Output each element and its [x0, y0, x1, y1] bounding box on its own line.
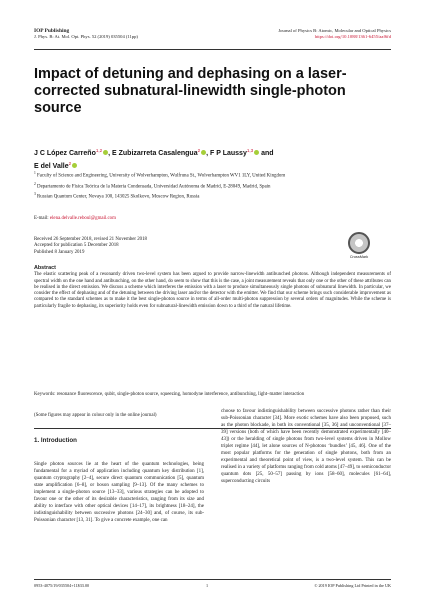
author-sup: 2 — [68, 160, 72, 166]
footer-copyright: © 2019 IOP Publishing Ltd Printed in the UK — [314, 583, 391, 588]
orcid-icon[interactable] — [201, 150, 206, 155]
publication-dates — [34, 237, 147, 256]
intro-column-left: Single photon sources lie at the heart of the quantum technologies, being fundamental for a myriad of application including quantum key distribution [1], quantum cryptography [2–4], secure direct quantum communication [5], quantum state amplification [6–8], or boson sampling [9–13]. Of the many schemes to implement a single-photon source [13–33], various strategies can be adopted to favour one or the other of its desirable characteristics, ranging from its size and ability to interface with other optical devices [14–17], its brightness [18–24], the indistinguishability between successive photons [24–30] and, of course, its sub-Poissonian character [13, 31]. To give a concrete example, one can — [34, 462, 204, 523]
keywords — [34, 392, 391, 398]
header-left — [34, 28, 138, 40]
publisher-name: IOP Publishing — [34, 28, 70, 34]
author-sup: 1,3 — [246, 148, 254, 153]
citation: J. Phys. B: At. Mol. Opt. Phys. 52 (2019) 035504 (11pp) — [34, 34, 138, 39]
author-sup: 1,2 — [95, 148, 103, 153]
author-connector: and — [261, 150, 274, 157]
orcid-icon[interactable] — [254, 150, 259, 155]
paper-title: Impact of detuning and dephasing on a laser-corrected subnatural-linewidth single-photon source — [34, 66, 347, 116]
email-label: E-mail: — [34, 216, 49, 221]
author-name: J C López Carreño — [34, 150, 96, 157]
date-line: Accepted for publication 5 December 2018 — [34, 243, 119, 249]
author-name: E Zubizarreta Casalengua — [112, 150, 198, 157]
crossmark-label: CrossMark — [349, 255, 369, 259]
affiliation: $^1$ Faculty of Science and Engineering, University of Wolverhampton, Wulfruna St., Wolverhampton WV1 1LY, United Kingdom — [34, 171, 286, 179]
date-line: Published 8 January 2019 — [34, 249, 85, 255]
orcid-icon[interactable] — [72, 163, 77, 168]
section-heading: 1. Introduction — [34, 437, 77, 444]
date-line: Received 26 September 2018, revised 21 November 2018 — [34, 237, 147, 242]
affiliation: $^2$ Departamento de Física Teórica de la Materia Condensada, Universidad Autónoma de Madrid, E-28049, Madrid, Spain — [34, 181, 271, 190]
keywords-text: resonance fluorescence, qubit, single-photon source, squeezing, homodyne interference, antibunching, light–matter interaction — [56, 392, 305, 397]
colour-note: (Some figures may appear in colour only in the online journal) — [34, 413, 157, 418]
header-divider — [34, 49, 391, 50]
doi-link[interactable]: https://doi.org/10.1088/1361-6455/aaf6fd — [314, 34, 391, 39]
email-line — [34, 216, 116, 221]
crossmark-badge[interactable] — [345, 232, 373, 259]
affiliation: $^3$ Russian Quantum Center, Novaya 100, 143025 Skolkovo, Moscow Region, Russia — [34, 192, 200, 200]
email-link[interactable]: elena.delvalle.reboul@gmail.com — [49, 216, 116, 221]
author-name: F P Laussy — [210, 150, 247, 157]
abstract — [34, 265, 391, 310]
page-number: 1 — [206, 583, 209, 588]
keywords-label: Keywords: — [34, 392, 56, 397]
intro-column-right: choose to favour indistinguishability between successive photons rather than their sub-Poissonian character [34]. More exotic schemes have also been proposed, such as the photon blockade, in both its conventional [35, 36] and unconventional [37–39] versions (both of which have been recently demonstrated experimentally [40–43]) or the heralding of single photons from two-level systems driven in Mollow triplet regime [44], let alone sources of N-photons ‘bundles’ [45, 46]. One of the most popular platforms for the generation of single photons, both from an experimental and theoretical point of view, is a two-level system. This can be realised in a variety of platforms ranging from cold atoms [47–49], to semiconductor quantum dots [25, 50–57] passing by ions [58–60], molecules [61–64], superconducting circuits — [221, 409, 391, 484]
author-list: J C López Carreño$^{1,2}$ , E Zubizarreta Casalengua$^2$ , F P Laussy$^{1,3}$ and E del Valle$^2$ — [34, 148, 274, 170]
crossmark-icon — [348, 232, 370, 254]
abstract-text: The elastic scattering peak of a resonantly driven two-level system has been argued to provide narrow-linewidth antibunched photons. Although independent measurements of spectral width on the one hand and antibunching, on the other hand, do seem to show that this is the case, a joint measurement reveals that only one or the other of these attributes can be realised in the direct emission. We discuss a scheme which interferes the emission with a laser to produce simultaneously single photons of subnatural linewidth. In particular, we consider the effect of dephasing and of the detuning between the driving laser and/or the detector with the emitter. We find that our scheme brings such considerable improvement as compared to the standard schemes as to make it the best single-photon source in terms of all-order multi-photon suppression by several orders of magnitudes. While the scheme is particularly fragile to dephasing, its superiority holds even for subnatural-linewidth emission down to a third of the natural lifetime. — [34, 272, 391, 309]
author-sup: 2 — [197, 148, 201, 153]
footer-code: 0953-4075/19/035504+11$33.00 — [34, 583, 90, 588]
abstract-heading: Abstract — [34, 265, 56, 271]
journal-name: Journal of Physics B: Atomic, Molecular and Optical Physics — [278, 28, 391, 33]
affiliations — [34, 170, 354, 202]
orcid-icon[interactable] — [103, 150, 108, 155]
header-right — [278, 28, 391, 40]
author-name: E del Valle — [34, 162, 69, 170]
footer-divider — [34, 579, 391, 580]
